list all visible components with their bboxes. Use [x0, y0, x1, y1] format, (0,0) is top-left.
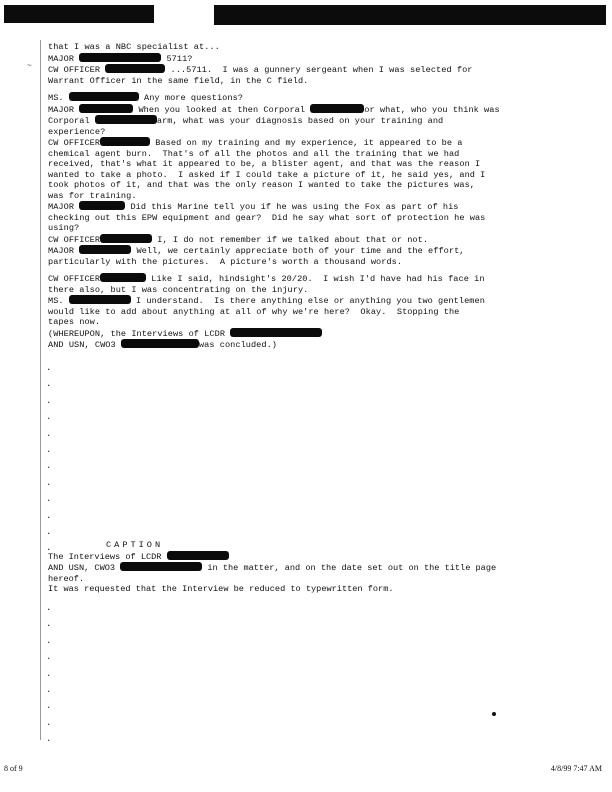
redaction [121, 339, 199, 348]
redaction [100, 273, 146, 282]
transcript-body: that I was a NBC specialist at... MAJOR 5711? CW OFFICER ...5711. I was a gunnery sergeant when I was selected for Warrant Officer in the same field, in the C field. MS. Any more questions? MAJOR When you looked at then Corporal or what, who you think was Corporal arm, what was your diagnosis based on your training and experience? CW OFFICER Based on my training and my experience, it appeared to be a chemical agent burn. That's of all the photos and all the training that we had received, that's what it appeared to be, a blister agent, and that was the reason I wanted to take a photo. I asked if I could take a picture of it, he said yes, and I took photos of it, and that was the only reason I wanted to take the pictures was, was for training. MAJOR Did this Marine tell you if he was using the Fox as part of his checking out this EPW equipment and gear? Did he say what sort of protection he was using? CW OFFICER I, I do not remember if we talked about that or not. MAJOR Well, we certainly appreciate both of your time and the effort, particularly with the pictures. A picture's worth a thousand words. CW OFFICER Like I said, hindsight's 20/20. I wish I'd have had his face in there also, but I was concentrating on the injury. MS. I understand. Is there anything else or anything you two gentlemen would like to add about anything at all of why we're here? Okay. Stopping the tapes now. (WHEREUPON, the Interviews of LCDR AND USN, CWO3 was concluded.) [48, 42, 500, 350]
redaction [69, 92, 139, 101]
redaction [230, 328, 322, 337]
caption-block: CAPTION The Interviews of LCDR AND USN, CWO3 in the matter, and on the date set out on the title page hereof. It was requested that the Interview be reduced to typewritten form. [48, 540, 497, 594]
redaction [100, 234, 152, 243]
caption-title: CAPTION [106, 540, 164, 550]
stray-mark [492, 712, 496, 716]
margin-dots: . . . . . . . . . . . . [46, 363, 52, 554]
redaction [79, 53, 161, 62]
redaction [310, 104, 364, 113]
margin-rule [40, 40, 41, 740]
redaction-bar-left [4, 5, 154, 23]
redaction [167, 551, 229, 560]
line: that I was a NBC specialist at... [48, 42, 220, 52]
redaction [95, 115, 157, 124]
page-number: 8 of 9 [4, 764, 23, 773]
redaction [105, 64, 165, 73]
print-timestamp: 4/8/99 7:47 AM [550, 764, 602, 773]
margin-dots-lower: . . . . . . . . . [46, 603, 52, 745]
redaction [69, 295, 131, 304]
redaction [79, 201, 125, 210]
redaction [79, 245, 131, 254]
margin-mark: ~ [27, 62, 32, 71]
redaction [120, 562, 202, 571]
redaction-bar-right [214, 5, 606, 25]
redaction [79, 104, 133, 113]
redaction [100, 137, 150, 146]
